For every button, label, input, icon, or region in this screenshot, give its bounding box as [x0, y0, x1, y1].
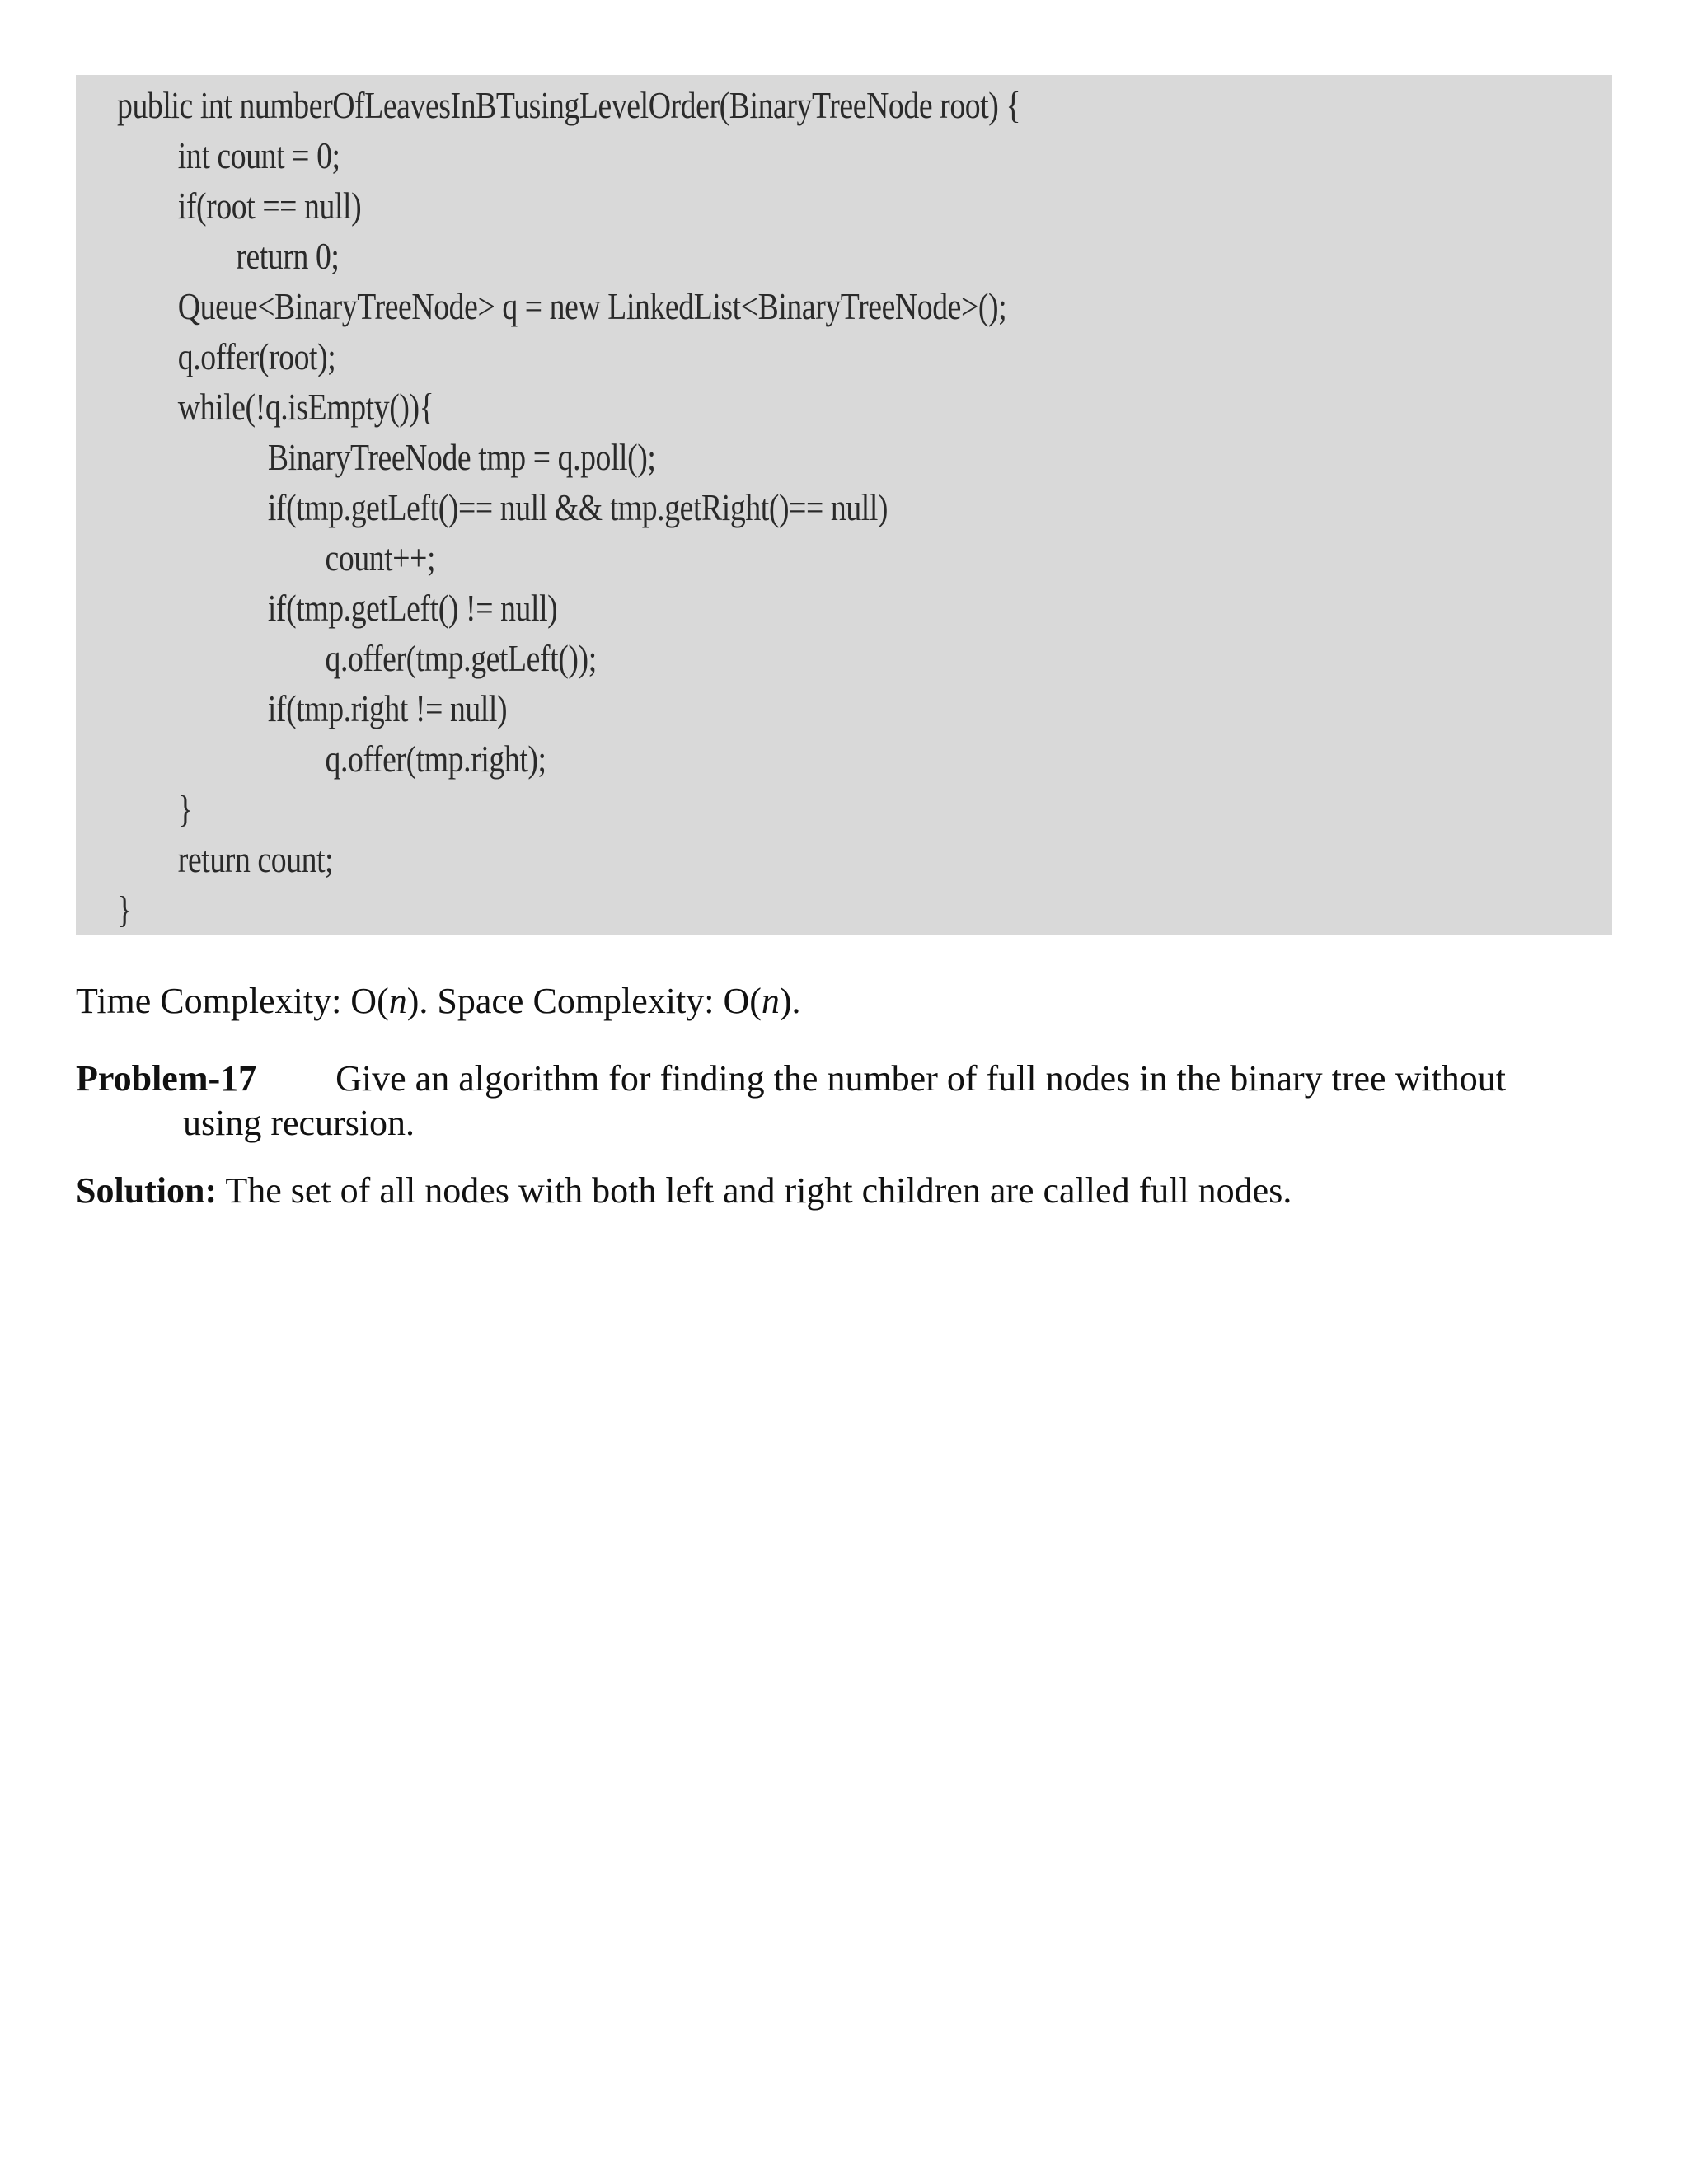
code-line: return 0; [236, 235, 340, 277]
code-line: while(!q.isEmpty()){ [177, 386, 434, 428]
problem-label: Problem-17 [76, 1058, 257, 1099]
code-block [76, 75, 1612, 935]
code-line: q.offer(tmp.right); [325, 738, 546, 780]
code-line: q.offer(tmp.getLeft()); [325, 637, 597, 679]
solution-text: The set of all nodes with both left and right children are called full nodes. [217, 1170, 1292, 1211]
problem-text-line2: using recursion. [183, 1103, 415, 1143]
solution-statement [76, 1169, 1614, 1213]
solution-label: Solution: [76, 1170, 218, 1211]
space-complexity-label: Space Complexity: O( [428, 981, 762, 1021]
code-line: q.offer(root); [177, 335, 336, 377]
time-complexity-close: ). [406, 981, 429, 1021]
code-line: BinaryTreeNode tmp = q.poll(); [267, 436, 656, 478]
time-complexity-label: Time Complexity: O( [76, 981, 389, 1021]
code-line: if(tmp.right != null) [267, 687, 508, 729]
code-line: return count; [177, 838, 334, 880]
code-line: public int numberOfLeavesInBTusingLevelOrder(BinaryTreeNode root) { [117, 84, 1021, 126]
code-line: } [177, 788, 193, 830]
complexity-line [76, 979, 1614, 1024]
code-line: } [117, 888, 132, 930]
code-line: count++; [325, 537, 436, 579]
time-complexity-variable: n [388, 981, 407, 1021]
problem-text-line1: Give an algorithm for finding the number of full nodes in the binary tree without [335, 1058, 1507, 1099]
code-line: if(tmp.getLeft()== null && tmp.getRight()== null) [267, 486, 889, 528]
problem-statement [76, 1057, 1614, 1146]
code-line: if(tmp.getLeft() != null) [267, 587, 558, 629]
code-line: if(root == null) [177, 185, 362, 227]
code-line: Queue<BinaryTreeNode> q = new LinkedList<BinaryTreeNode>(); [177, 285, 1007, 327]
space-complexity-variable: n [761, 981, 780, 1021]
code-line: int count = 0; [177, 134, 340, 176]
space-complexity-close: ). [779, 981, 801, 1021]
